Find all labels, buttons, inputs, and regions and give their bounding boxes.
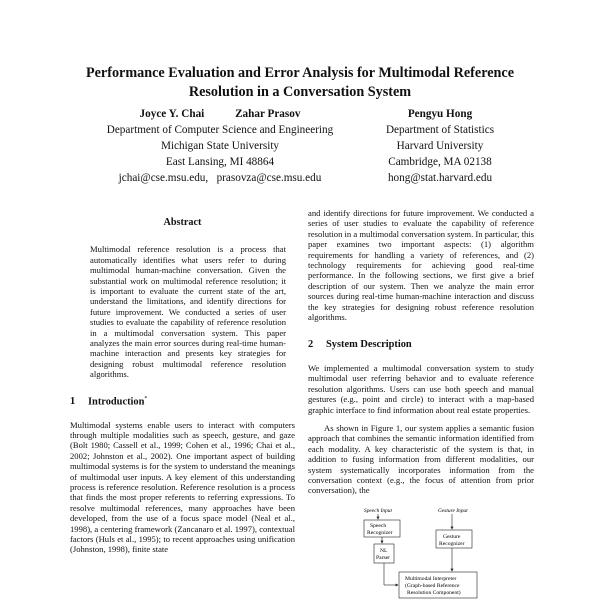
author-name-2: Zahar Prasov <box>235 108 301 120</box>
abstract-heading: Abstract <box>163 217 202 228</box>
figure-1-diagram <box>352 503 534 600</box>
author-affiliation-2: Michigan State University <box>160 140 280 152</box>
section-2-heading <box>308 340 534 350</box>
intro-continuation: and identify directions for future improvement. We conducted a series of user studies to evaluate the capability of reference resolution in a multimodal conversation system. In particular, this paper examines two important aspects: (1) algorithm requirements for handling a variety of references, and (2) technology requirements for achieving good real-time performance. In the following sections, we first give a brief description of our system. Then we analyze the main error sources during real-time human-machine interaction and discuss the key strategies for designing robust reference resolution algorithms. <box>308 208 534 323</box>
gesture-recognizer-label-1: Gesture <box>443 534 461 540</box>
author-email-3: hong@stat.harvard.edu <box>387 172 493 184</box>
author-emails: jchai@cse.msu.edu, prasovza@cse.msu.edu <box>118 172 322 184</box>
nl-parser-label-2: Parser <box>376 555 390 561</box>
section-2-number: 2 <box>308 339 314 351</box>
interpreter-label-3: Resolution Component) <box>407 590 461 596</box>
author-name-1: Joyce Y. Chai <box>139 108 205 120</box>
section-1-title: Introduction <box>88 396 145 408</box>
left-column <box>70 198 295 555</box>
section-2-title: System Description <box>326 339 412 351</box>
gesture-recognizer-label-2: Recognizer <box>439 541 465 547</box>
speech-recognizer-label-1: Speech <box>370 523 387 529</box>
author-affiliation-3: East Lansing, MI 48864 <box>165 156 275 168</box>
footnote-mark: * <box>144 395 148 402</box>
section-1-heading <box>70 394 295 408</box>
authors-right <box>350 106 530 186</box>
section-2-para1: We implemented a multimodal conversation system to study multimodal user referring behavior and to evaluate reference resolution algorithms. Users can use both speech and manual gestures (e.g., point and circle) to interact with a map-based graphic interface to find information about real estate properties. <box>308 362 534 415</box>
paper-title <box>40 64 560 102</box>
author-name-3: Pengyu Hong <box>407 108 473 120</box>
speech-recognizer-label-2: Recognizer <box>367 530 393 536</box>
right-column <box>308 208 534 496</box>
section-1-number: 1 <box>70 396 76 408</box>
author-affiliation-1: Department of Computer Science and Engineering <box>106 124 334 136</box>
author-affiliation-4: Department of Statistics <box>385 124 495 136</box>
authors-left <box>90 106 350 186</box>
interpreter-label-2: (Graph-based Reference <box>405 583 460 589</box>
author-affiliation-6: Cambridge, MA 02138 <box>388 156 492 168</box>
interpreter-label-1: Multimodal Interpreter <box>405 576 457 582</box>
section-2-para2: As shown in Figure 1, our system applies a semantic fusion approach that combines the semantic information identified from each modality. A key characteristic of the system is that, in addition to fusing information from different modalities, our system systematically incorporates information from the conversation context (e.g., the focus of attention from prior conversation), the <box>308 422 534 496</box>
gesture-input-label: Gesture Input <box>438 508 468 514</box>
section-1-text: Multimodal systems enable users to interact with computers through multiple modalities such as speech, gesture, and gaze (Bolt 1980; Cassell et al., 1999; Cohen et al., 1996; Chai et al., 2002; Johnston et al., 2002). One important aspect of building multimodal systems is for the system to understand the meanings of multimodal user inputs. A key element of this understanding process is reference resolution. Reference resolution is a process that finds the most proper referents to referring expressions. To resolve multimodal references, many approaches have been developed, from the use of a focus space model (Neal et al., 1998), a centering framework (Zancanaro et al. 1997), contextual factors (Huls et al., 1995); to recent approaches using unification (Johnston, 1998), finite state <box>70 419 295 555</box>
paper-title-line2: Resolution in a Conversation System <box>188 84 412 100</box>
speech-input-label: Speech Input <box>364 508 392 514</box>
author-affiliation-5: Harvard University <box>396 140 484 152</box>
nl-parser-label-1: NL <box>380 548 388 554</box>
figure-1-svg <box>352 503 534 600</box>
abstract-text: Multimodal reference resolution is a process that automatically identifies what users refer to during multimodal human-machine conversation. Given the substantial work on multimodal reference resolution; it is important to evaluate the current state of the art, understand the limitations, and identify directions for future improvement. We conducted a series of user studies to evaluate the capability of reference resolution in a multimodal conversation system. This paper analyzes the main error sources during real-time human-machine interaction and presents key strategies for designing robust multimodal reference resolution algorithms. <box>90 244 286 380</box>
paper-title-line1: Performance Evaluation and Error Analysis for Multimodal Reference <box>85 65 515 81</box>
